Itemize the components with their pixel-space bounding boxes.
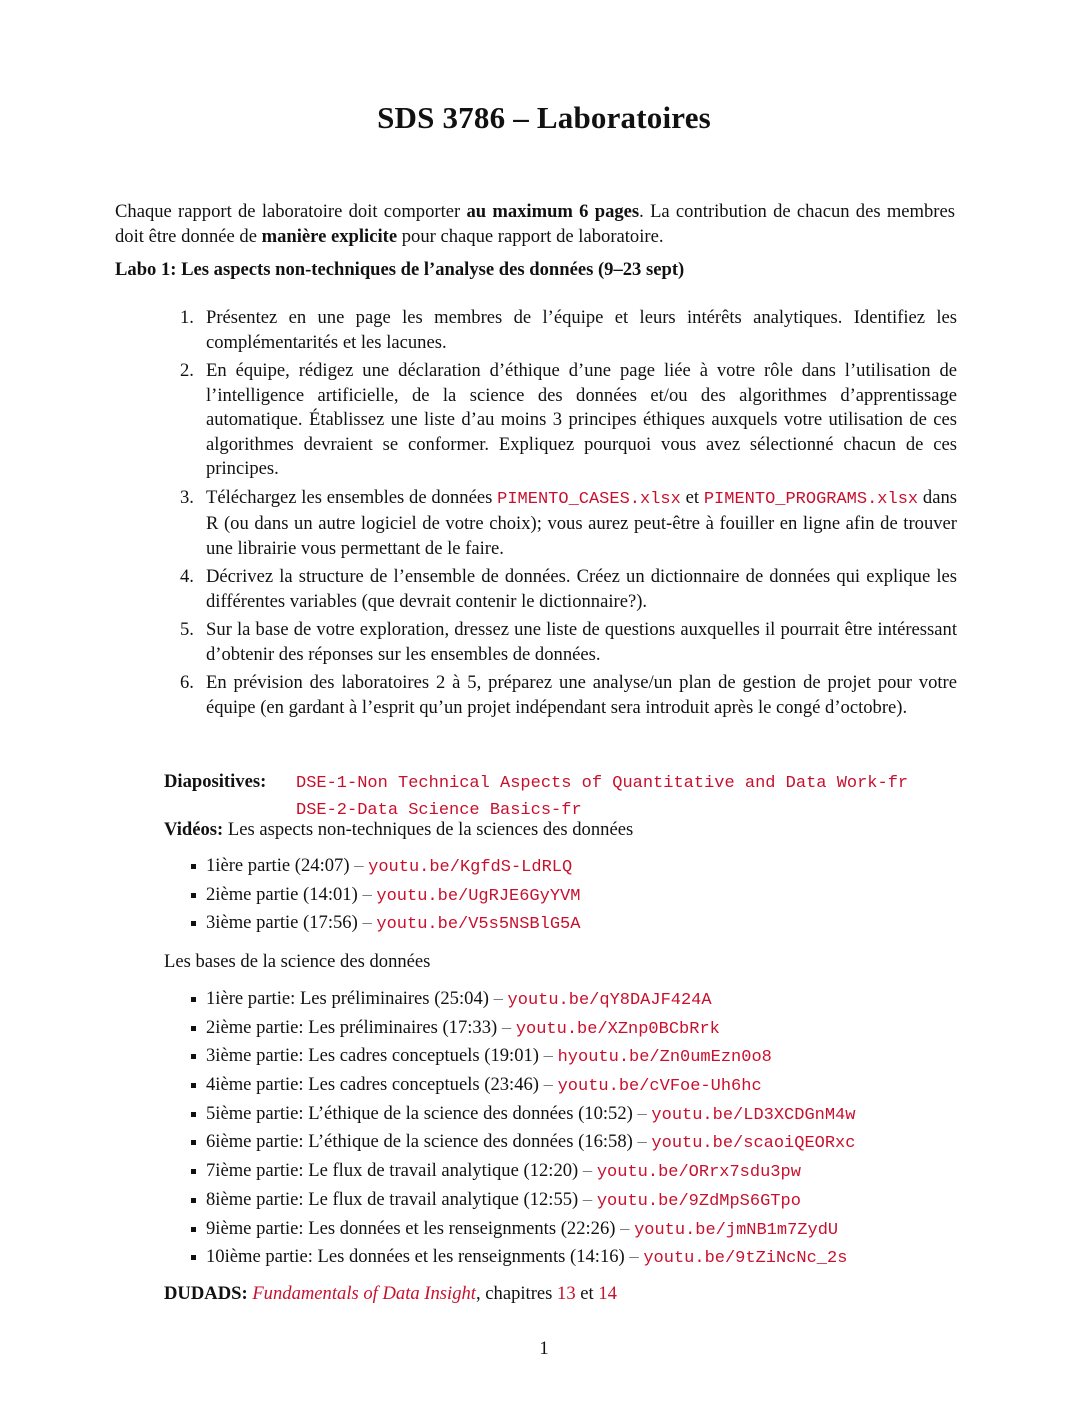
video-link[interactable]: youtu.be/ORrx7sdu3pw	[596, 1163, 801, 1183]
dash: –	[543, 1045, 558, 1067]
video-link[interactable]: hyoutu.be/Zn0umEzn0o8	[557, 1048, 772, 1068]
task-item	[172, 671, 957, 720]
video-text: 2ième partie: Les préliminaires (17:33)	[206, 1016, 498, 1038]
bullet-icon	[191, 1169, 196, 1174]
task-text: En équipe, rédigez une déclaration d’éthique d’une page liée à votre rôle dans l’utilisation de l’intelligence artificielle, de la science des données et/ou des algorithmes d’apprentissage automatique. Établissez une liste d’au moins 3 principes éthiques auxquels votre utilisation de ces algorithmes devraient se conformer. Expliquez pourquoi vous avez sélectionné chacun de ces principes.	[206, 360, 957, 479]
videos-section	[164, 818, 964, 843]
task-text: Décrivez la structure de l’ensemble de données. Créez un dictionnaire de données qui explique les différentes variables (que devrait contenir le dictionnaire?).	[206, 566, 957, 612]
page-number: 1	[539, 1338, 549, 1359]
video-text: 9ième partie: Les données et les renseignments (22:26)	[206, 1217, 616, 1239]
dudads-label: DUDADS:	[164, 1283, 248, 1304]
bullet-icon	[191, 1140, 196, 1145]
video-link[interactable]: youtu.be/LD3XCDGnM4w	[651, 1105, 856, 1125]
list-item	[164, 1215, 1024, 1244]
bullet-icon	[191, 1026, 196, 1031]
video-link[interactable]: youtu.be/XZnp0BCbRrk	[515, 1019, 720, 1039]
bullet-icon	[191, 1255, 196, 1260]
list-item	[164, 1100, 1024, 1129]
list-item	[164, 1243, 1024, 1272]
task-item	[172, 486, 957, 562]
video-link[interactable]: youtu.be/jmNB1m7ZydU	[634, 1220, 839, 1240]
task-number: 2.	[180, 360, 194, 381]
list-item	[164, 852, 964, 881]
video-text: 3ième partie (17:56)	[206, 912, 358, 934]
list-item	[164, 909, 964, 938]
page-title: SDS 3786 – Laboratoires	[377, 100, 711, 135]
video-text: 10ième partie: Les données et les renseignments (14:16)	[206, 1246, 625, 1268]
labo-heading: Labo 1: Les aspects non-techniques de l’analyse des données (9–23 sept)	[115, 259, 685, 280]
task-text: En prévision des laboratoires 2 à 5, préparez une analyse/un plan de gestion de projet pour votre équipe (en gardant à l’esprit qu’un projet indépendant sera introduit après le congé d’octobre).	[206, 672, 957, 718]
list-item	[164, 1071, 1024, 1100]
list-item	[164, 881, 964, 910]
dash: –	[501, 1016, 516, 1038]
task-number: 4.	[180, 566, 194, 587]
dash: –	[582, 1160, 597, 1182]
dudads-reference	[164, 1282, 617, 1307]
video-link[interactable]: youtu.be/9ZdMpS6GTpo	[596, 1191, 801, 1211]
video-link[interactable]: youtu.be/scaoiQEORxc	[651, 1134, 856, 1154]
dash: –	[620, 1217, 635, 1239]
dash: –	[629, 1246, 644, 1268]
intro-paragraph	[115, 200, 955, 249]
slides-link-1[interactable]: DSE-1-Non Technical Aspects of Quantitative and Data Work-fr	[296, 774, 909, 793]
list-item	[164, 1186, 1024, 1215]
bullet-icon	[191, 893, 196, 898]
video-text: 1ière partie (24:07)	[206, 855, 350, 876]
slides-section	[164, 770, 964, 823]
video-text: 4ième partie: Les cadres conceptuels (23:46)	[206, 1074, 539, 1096]
pimento-cases-link[interactable]: PIMENTO_CASES.xlsx	[497, 489, 681, 509]
list-item	[164, 1014, 1024, 1043]
dash: –	[637, 1131, 652, 1153]
task-item	[172, 359, 957, 482]
video-text: 1ière partie: Les préliminaires (25:04)	[206, 988, 489, 1009]
task-list	[172, 306, 957, 724]
pimento-programs-link[interactable]: PIMENTO_PROGRAMS.xlsx	[703, 489, 919, 509]
video-text: 7ième partie: Le flux de travail analytique (12:20)	[206, 1160, 579, 1182]
intro-text: Chaque rapport de laboratoire doit comporter	[115, 201, 467, 222]
dudads-text: et	[575, 1283, 599, 1304]
dash: –	[637, 1102, 652, 1124]
list-item	[164, 1157, 1024, 1186]
bullet-icon	[191, 1083, 196, 1088]
intro-bold-explicit: manière explicite	[261, 225, 398, 247]
dash: –	[354, 855, 369, 876]
task-number: 5.	[180, 619, 194, 640]
videos-label: Vidéos:	[164, 819, 224, 840]
bullet-icon	[191, 1227, 196, 1232]
task-item	[172, 306, 957, 355]
bullet-icon	[191, 921, 196, 926]
video-text: 2ième partie (14:01)	[206, 883, 358, 905]
video-text: 6ième partie: L’éthique de la science des données (16:58)	[206, 1131, 633, 1153]
list-item	[164, 985, 1024, 1014]
bullet-icon	[191, 1198, 196, 1203]
bullet-icon	[191, 997, 196, 1002]
chapter-14-link[interactable]: 14	[598, 1283, 617, 1304]
slides-link-2[interactable]: DSE-2-Data Science Basics-fr	[296, 800, 582, 820]
video-list-1	[164, 852, 964, 938]
video-link[interactable]: youtu.be/V5s5NSBlG5A	[376, 915, 581, 935]
task-number: 3.	[180, 486, 194, 508]
task-number: 6.	[180, 672, 194, 693]
task-text: dans R (ou dans un autre logiciel de votre choix); vous aurez peut-être à fouiller en ligne afin de trouver une librairie vous permettant de le faire.	[206, 486, 958, 559]
dash: –	[582, 1188, 597, 1210]
video-link[interactable]: youtu.be/cVFoe-Uh6hc	[557, 1077, 762, 1097]
task-text: et	[680, 486, 704, 508]
intro-text: pour chaque rapport de laboratoire.	[397, 225, 664, 247]
video-text: 8ième partie: Le flux de travail analytique (12:55)	[206, 1188, 579, 1210]
task-text: Sur la base de votre exploration, dressez une liste de questions auxquelles il pourrait être intéressant d’obtenir des réponses sur les ensembles de données.	[206, 619, 957, 665]
task-text: Présentez en une page les membres de l’équipe et leurs intérêts analytiques. Identifiez les complémentarités et les lacunes.	[206, 307, 957, 353]
task-text: Téléchargez les ensembles de données	[206, 486, 498, 508]
bullet-icon	[191, 864, 196, 869]
video-text: 3ième partie: Les cadres conceptuels (19:01)	[206, 1045, 539, 1067]
chapter-13-link[interactable]: 13	[557, 1283, 576, 1304]
video-list-2	[164, 985, 1024, 1272]
book-link[interactable]: Fundamentals of Data Insight	[252, 1283, 476, 1304]
bullet-icon	[191, 1054, 196, 1059]
videos-subtitle: Les aspects non-techniques de la sciences des données	[227, 819, 634, 840]
dash: –	[362, 912, 377, 934]
list-item	[164, 1042, 1024, 1071]
list-item	[164, 1128, 1024, 1157]
dash: –	[493, 988, 508, 1009]
video-link[interactable]: youtu.be/qY8DAJF424A	[507, 991, 712, 1010]
intro-bold-max-pages: au maximum 6 pages	[466, 201, 640, 222]
dash: –	[362, 883, 377, 905]
video-link[interactable]: youtu.be/UgRJE6GyYVM	[376, 886, 581, 906]
task-number: 1.	[180, 307, 194, 328]
video-text: 5ième partie: L’éthique de la science des données (10:52)	[206, 1102, 633, 1124]
dudads-text: , chapitres	[475, 1283, 558, 1304]
intro-text: . La contribution de chacun des membres doit être donnée de	[115, 201, 955, 247]
dash: –	[543, 1074, 558, 1096]
slides-label: Diapositives:	[164, 771, 267, 792]
video-link[interactable]: youtu.be/KgfdS-LdRLQ	[368, 858, 573, 877]
video-link[interactable]: youtu.be/9tZiNcNc_2s	[643, 1249, 848, 1269]
task-item	[172, 565, 957, 614]
task-item	[172, 618, 957, 667]
bullet-icon	[191, 1112, 196, 1117]
bases-subtitle: Les bases de la science des données	[164, 951, 431, 972]
